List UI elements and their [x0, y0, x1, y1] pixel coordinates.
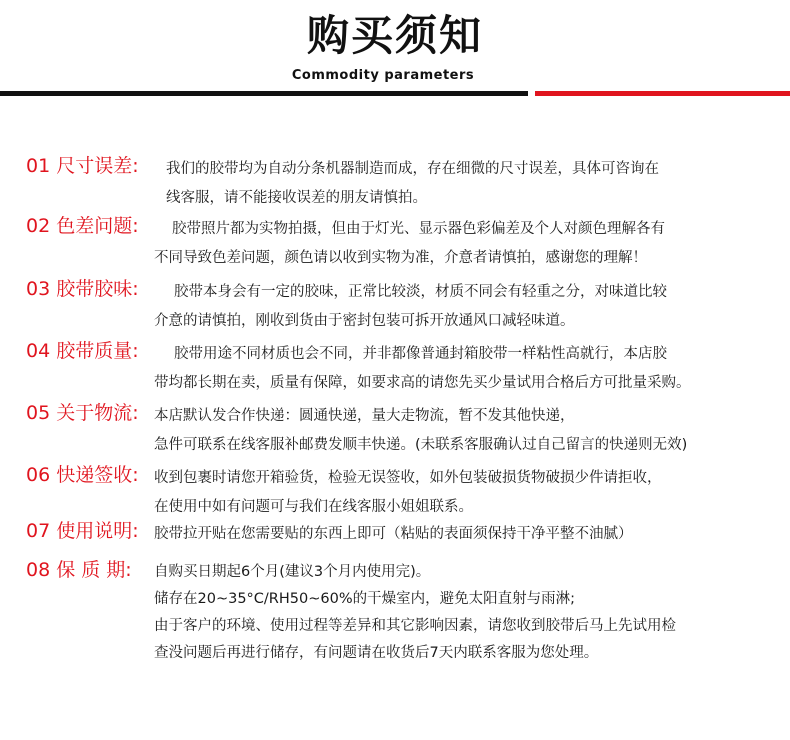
text-line: 胶带照片都为实物拍摄，但由于灯光、显示器色彩偏差及个人对颜色理解各有	[172, 221, 665, 237]
section-label: 05 关于物流:	[26, 402, 139, 424]
text-line: 自购买日期起6个月(建议3个月内使用完)。	[154, 564, 431, 580]
section-text	[154, 464, 662, 522]
section-text	[154, 520, 633, 549]
page-title: 购买须知	[306, 11, 483, 60]
section-text	[154, 278, 667, 336]
divider-red	[535, 91, 790, 96]
text-line: 线客服，请不能接收误差的朋友请慎拍。	[166, 190, 427, 206]
section-text	[154, 402, 687, 460]
section-text	[154, 559, 676, 667]
text-line: 我们的胶带均为自动分条机器制造而成，存在细微的尺寸误差，具体可咨询在	[166, 161, 659, 177]
section-text	[154, 215, 665, 273]
text-line: 本店默认发合作快递：圆通快递，量大走物流，暂不发其他快递，	[154, 408, 575, 424]
section-text	[166, 155, 659, 213]
section-label: 08 保 质 期:	[26, 559, 132, 581]
section-label: 06 快递签收:	[26, 464, 139, 486]
text-line: 在使用中如有问题可与我们在线客服小姐姐联系。	[154, 499, 473, 515]
page-subtitle: Commodity parameters	[291, 68, 475, 83]
text-line: 介意的请慎拍，刚收到货由于密封包装可拆开放通风口减轻味道。	[154, 313, 575, 329]
section-text	[154, 340, 691, 398]
section-label: 01 尺寸误差:	[26, 155, 139, 177]
section-label: 02 色差问题:	[26, 215, 139, 237]
section-label: 04 胶带质量:	[26, 340, 139, 362]
text-line: 查没问题后再进行储存，有问题请在收货后7天内联系客服为您处理。	[154, 645, 599, 661]
divider-dark	[0, 91, 528, 96]
section-label: 07 使用说明:	[26, 520, 139, 542]
text-line: 胶带本身会有一定的胶味，正常比较淡，材质不同会有轻重之分，对味道比较	[174, 284, 667, 300]
text-line: 不同导致色差问题，颜色请以收到实物为准，介意者请慎拍，感谢您的理解！	[154, 250, 647, 266]
text-line: 胶带用途不同材质也会不同，并非都像普通封箱胶带一样粘性高就行，本店胶	[174, 346, 667, 362]
text-line: 带均都长期在卖，质量有保障，如要求高的请您先买少量试用合格后方可批量采购。	[154, 375, 691, 391]
section-label: 03 胶带胶味:	[26, 278, 139, 300]
text-line: 胶带拉开贴在您需要贴的东西上即可（粘贴的表面须保持干净平整不油腻）	[154, 526, 633, 542]
text-line: 储存在20~35°C/RH50~60%的干燥室内，避免太阳直射与雨淋;	[154, 591, 576, 607]
text-line: 由于客户的环境、使用过程等差异和其它影响因素，请您收到胶带后马上先试用检	[154, 618, 676, 634]
text-line: 收到包裹时请您开箱验货，检验无误签收，如外包装破损货物破损少件请拒收，	[154, 470, 662, 486]
text-line: 急件可联系在线客服补邮费发顺丰快递。(未联系客服确认过自己留言的快递则无效)	[154, 437, 688, 453]
